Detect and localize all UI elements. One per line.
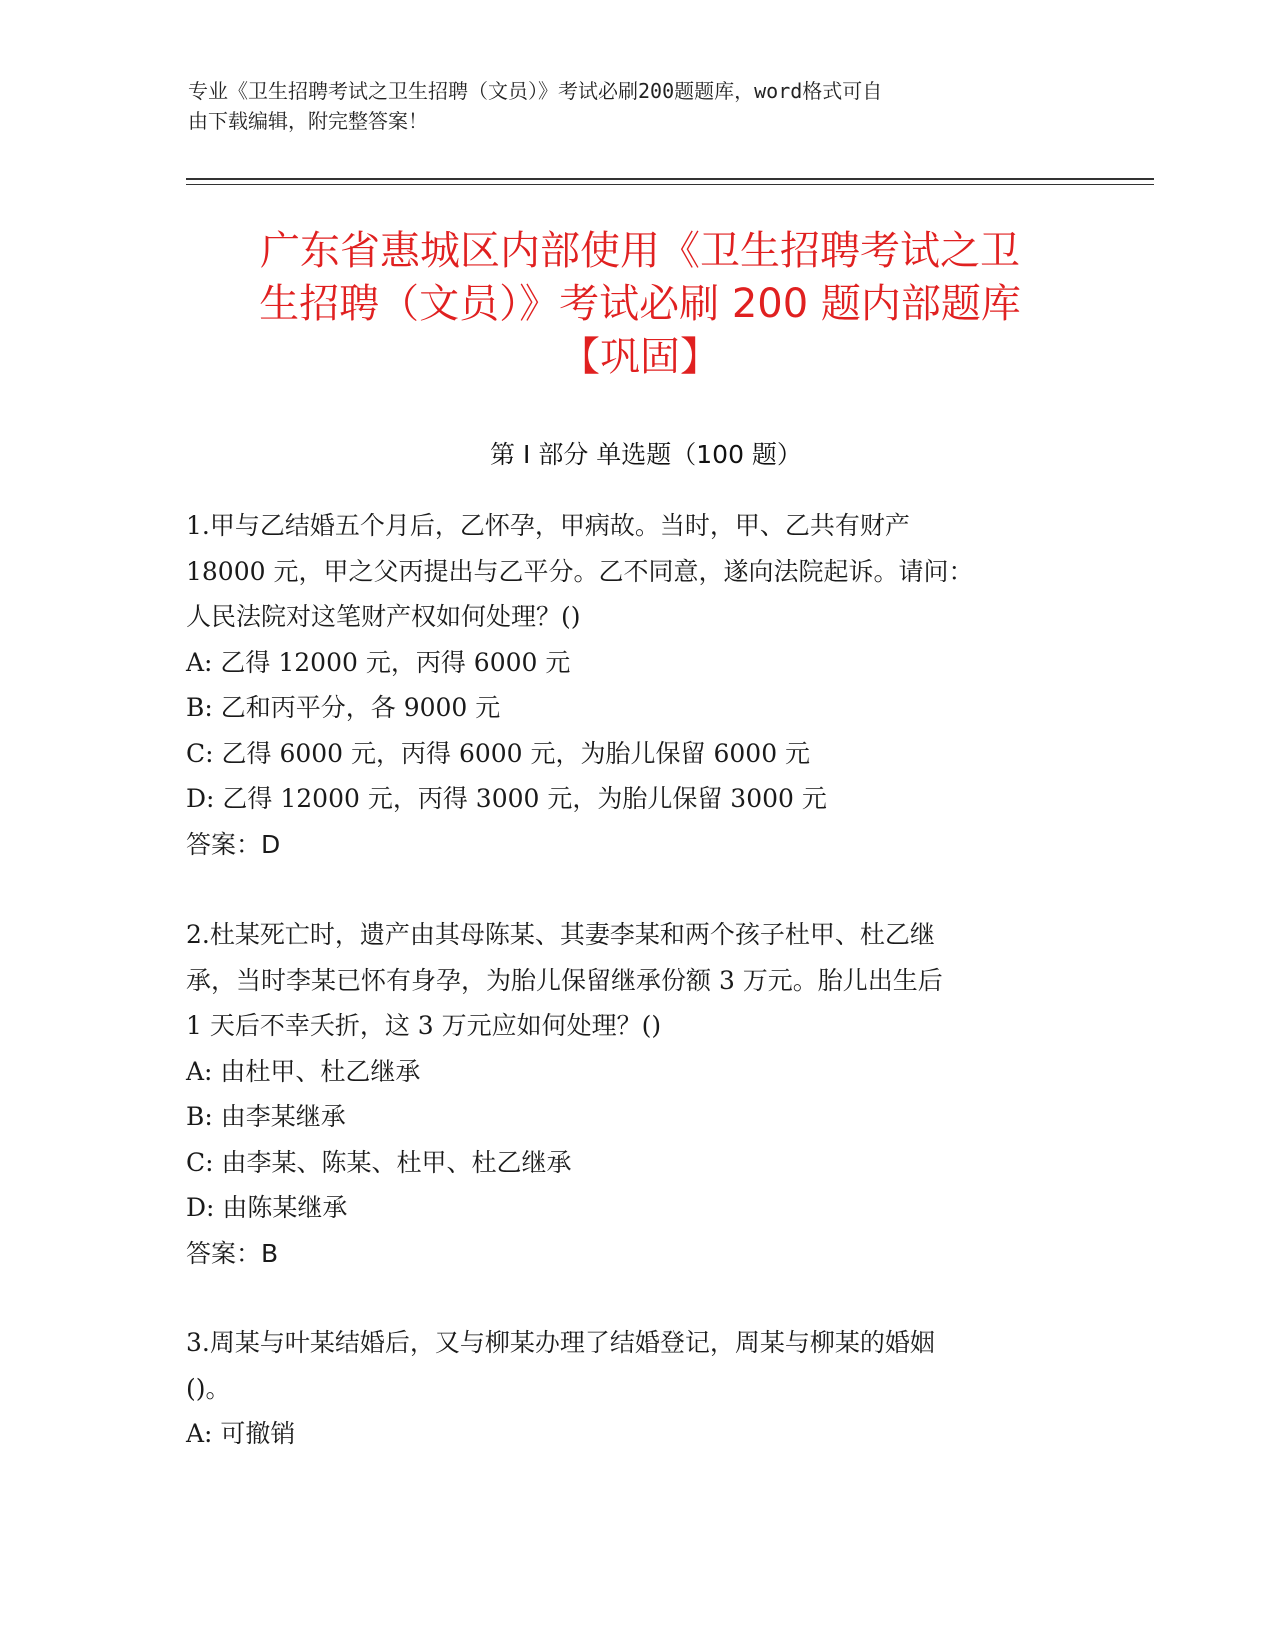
option-a: A: 由杜甲、杜乙继承 bbox=[186, 1056, 421, 1086]
option-c: C: 由李某、陈某、杜甲、杜乙继承 bbox=[186, 1147, 572, 1177]
question-2 bbox=[186, 912, 1066, 1276]
title-line: 【巩固】 bbox=[560, 334, 720, 380]
question-stem-line: ()。 bbox=[186, 1373, 231, 1403]
question-stem-line: 3.周某与叶某结婚后，又与柳某办理了结婚登记，周某与柳某的婚姻 bbox=[186, 1328, 935, 1357]
document-title bbox=[190, 225, 1090, 384]
question-stem-line: 18000 元，甲之父丙提出与乙平分。乙不同意，遂向法院起诉。请问： bbox=[186, 556, 974, 586]
title-line: 广东省惠城区内部使用《卫生招聘考试之卫 bbox=[260, 228, 1020, 274]
question-3 bbox=[186, 1320, 1066, 1457]
header-rule-thin bbox=[186, 184, 1154, 185]
title-line: 生招聘（文员）》考试必刷 200 题内部题库 bbox=[259, 281, 1021, 327]
answer: 答案：B bbox=[186, 1238, 279, 1268]
option-b: B: 乙和丙平分，各 9000 元 bbox=[186, 693, 501, 722]
header-rule-thick bbox=[186, 178, 1154, 180]
header-note-line: 由下载编辑，附完整答案！ bbox=[188, 109, 428, 133]
option-b: B: 由李某继承 bbox=[186, 1102, 346, 1131]
header-note bbox=[188, 76, 1068, 136]
option-a: A: 可撤销 bbox=[186, 1419, 296, 1448]
option-d: D: 乙得 12000 元，丙得 3000 元，为胎儿保留 3000 元 bbox=[186, 784, 827, 813]
question-1 bbox=[186, 503, 1066, 867]
option-a: A: 乙得 12000 元，丙得 6000 元 bbox=[186, 647, 571, 677]
question-stem-line: 1 天后不幸夭折，这 3 万元应如何处理？() bbox=[186, 1011, 662, 1040]
section-heading: 第 I 部分 单选题（100 题） bbox=[490, 440, 802, 469]
option-d: D: 由陈某继承 bbox=[186, 1193, 348, 1222]
question-stem-line: 承，当时李某已怀有身孕，为胎儿保留继承份额 3 万元。胎儿出生后 bbox=[186, 965, 943, 995]
question-stem-line: 1.甲与乙结婚五个月后，乙怀孕，甲病故。当时，甲、乙共有财产 bbox=[186, 511, 910, 540]
question-stem-line: 2.杜某死亡时，遗产由其母陈某、其妻李某和两个孩子杜甲、杜乙继 bbox=[186, 920, 935, 949]
question-stem-line: 人民法院对这笔财产权如何处理？() bbox=[186, 602, 581, 631]
header-note-line: 专业《卫生招聘考试之卫生招聘（文员）》考试必刷200题题库，word格式可自 bbox=[188, 79, 883, 103]
answer: 答案：D bbox=[186, 829, 281, 859]
option-c: C: 乙得 6000 元，丙得 6000 元，为胎儿保留 6000 元 bbox=[186, 738, 811, 768]
